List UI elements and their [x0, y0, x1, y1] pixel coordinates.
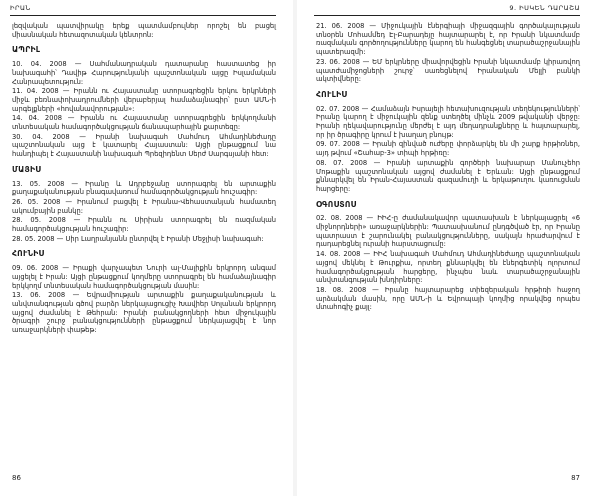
right-running-head [314, 4, 580, 16]
chronology-entry: 08. 07. 2008 — Իրանի արտաքին գործերի նախարար Մանուչեհր Մոթաքին պաշտոնական այցով ժամանել է Երևան: Այցի ընթացքում քննարկվել են Իրան-Հայաստան գազամուղի և երկաթուղու կառուցման հարցերը: [316, 158, 580, 193]
section-title-august: ՕԳՈՍՏՈՍ [316, 199, 357, 209]
section-title-may: ՄԱՅԻՍ [12, 164, 42, 174]
chronology-entry: 28. 05. 2008 — Իրանն ու Սիրիան ստորագրել են ռազմական համագործակցության հուշագիր: [12, 216, 276, 234]
right-page-number: 87 [571, 474, 580, 482]
right-running-head-text: 9. ԻՍԿԵՆ ԴԱՐԱՇԱ [509, 4, 580, 12]
chronology-entry: 09. 06. 2008 — Իրաքի վարչապետ Նուրի ալ-Մալիքին երկրորդ անգամ այցելել է Իրան: Այցի ընթացքում կողմերը ստորագրել են համաձայնագիր երկկողմ տնտեսական համագործակցության մասին: [12, 264, 276, 290]
section-title-july: ՀՈՒԼԻՍ [316, 89, 348, 99]
right-content [316, 22, 580, 313]
left-page [0, 0, 286, 496]
left-intro-paragraph: լեզվական պատվիրակը երեք պատմամբուլներ որոշել են բացել միասնական հետազոտական կենտրոն: [12, 22, 276, 39]
chronology-entry: 30. 04. 2008 — Իրանի նախագահ Մահմուդ Ահմադինեժադը պաշտոնական այց է կատարել Հայաստան: Այցի ընթացքում նա հանդիպել է Հայաստանի նախագահ Պրեզիդենտ Սերժ Սարգսյանի հետ: [12, 132, 276, 159]
chronology-entry: 10. 04. 2008 — Սահմանադրական դատարանը հաստատեց իր նախագահի՝ Դավիթ Հարությունյանի պաշտոնական այցը Իսլամական Հանրապետություն: [12, 60, 276, 86]
left-running-head-text: ԻՐԱՆ [10, 4, 31, 12]
left-running-head [10, 4, 276, 16]
chronology-entry: 26. 05. 2008 — Իրանում բացվել է Իրանա-Վեհաստանյան համատեղ ակումբային բանկը: [12, 197, 276, 215]
chronology-entry: 02. 08. 2008 — ԻԻՀ-ը ժամանակավոր պատասխան է ներկայացրել «6 միջնորդների» առաջարկներին: Պատասխանում ընդգծված էր, որ Իրանը պատրաստ է շարունակել բանակցությունները, սակայն հրաժարվում է դադարեցնել ուրանի հարստացումը: [316, 214, 580, 249]
left-content [12, 22, 276, 336]
chronology-entry: 18. 08. 2008 — Իրանը հայտարարեց տիեզերական հրթիռի հաջող արձակման մասին, որը ԱՄՆ-ի և Եվրոպայի կողմից որակվեց որպես մտահոգիչ քայլ: [316, 285, 580, 312]
chronology-entry: 21. 06. 2008 — Միջուկային էներգիայի միջազգային գործակալության տնօրեն Մոհամմեդ Էլ-Բարադեյը հայտարարել է, որ Իրանի նկատմամբ ռազմական գործողությունները կարող են հանգեցնել տարածաշրջանային պատերազմի: [316, 22, 580, 57]
book-gutter [293, 0, 297, 496]
chronology-entry: 02. 07. 2008 — Համաձայն Իսրայելի հետախուզության տեղեկությունների՝ Իրանը կարող է միջուկային զենք ստեղծել մինչև 2009 թվականի վերջը: Իրանի ղեկավարությունը մերժել է այդ մեղադրանքները և հայտարարել, որ իր ծրագիրը կրում է խաղաղ բնույթ: [316, 104, 580, 139]
chronology-entry: 14. 08. 2008 — ԻԻՀ նախագահ Մահմուդ Ահմադինեժադը պաշտոնական այցով մեկնել է Թուրքիա, որտեղ քննարկվել են էներգետիկ ոլորտում համագործակցության հարցերը, ինչպես նաև տարածաշրջանային անվտանգության խնդիրները: [316, 250, 580, 285]
left-header-rule [10, 15, 276, 16]
chronology-entry: 13. 05. 2008 — Իրանը և Ադրբեջանը ստորագրել են արտաքին քաղաքականության բնագավառում համագործակցության հուշագիր: [12, 179, 276, 197]
chronology-entry: 09. 07. 2008 — Իրանի զինված ուժերը փորձարկել են մի շարք հրթիռներ, այդ թվում «Շահաբ-3» տիպի հրթիռը: [316, 140, 580, 158]
left-page-number: 86 [12, 474, 21, 482]
section-title-june: ՀՈՒՆԻՍ [12, 249, 45, 259]
chronology-entry: 14. 04. 2008 — Իրանն ու Հայաստանը ստորագրեցին երկկողմանի տնտեսական համագործակցության ճանապարհային քարտեզը: [12, 114, 276, 132]
chronology-entry: 11. 04. 2008 — Իրանն ու Հայաստանը ստորագրեցին երկու երկրների միջև բեռնափոխադրումների վերաբերյալ համաձայնագիր՝ ըստ ԱՄՆ-ի արգելքների «հովանավորության»: [12, 87, 276, 113]
section-title-april: ԱՊՐԻԼ [12, 45, 41, 55]
right-page [304, 0, 590, 496]
right-header-rule [314, 15, 580, 16]
chronology-entry: 13. 06. 2008 — Եվրամիության արտաքին քաղաքականության և անվտանգության գծով բարձր ներկայացուցիչ Խավիեր Սոլանան երկրորդ այցով ժամանել է Թեհրան: Իրանի բանակցողների հետ միջուկային ծրագրի շուրջ բանակցությունների ընթացքում ներկայացվել է նոր առաջարկների փաթեթ: [12, 291, 276, 335]
chronology-entry: 28. 05. 2008 — Սիր Լաղրանյանն ընտրվել է Իրանի Մեջլիսի նախագահ: [12, 234, 264, 243]
chronology-entry: 23. 06. 2008 — ԵՄ երկրները միավորվեցին Իրանի նկատմամբ կիրառվող պատժամիջոցների շուրջ՝ սառեցնելով Իրանական Մելլի բանկի ակտիվները: [316, 57, 580, 84]
